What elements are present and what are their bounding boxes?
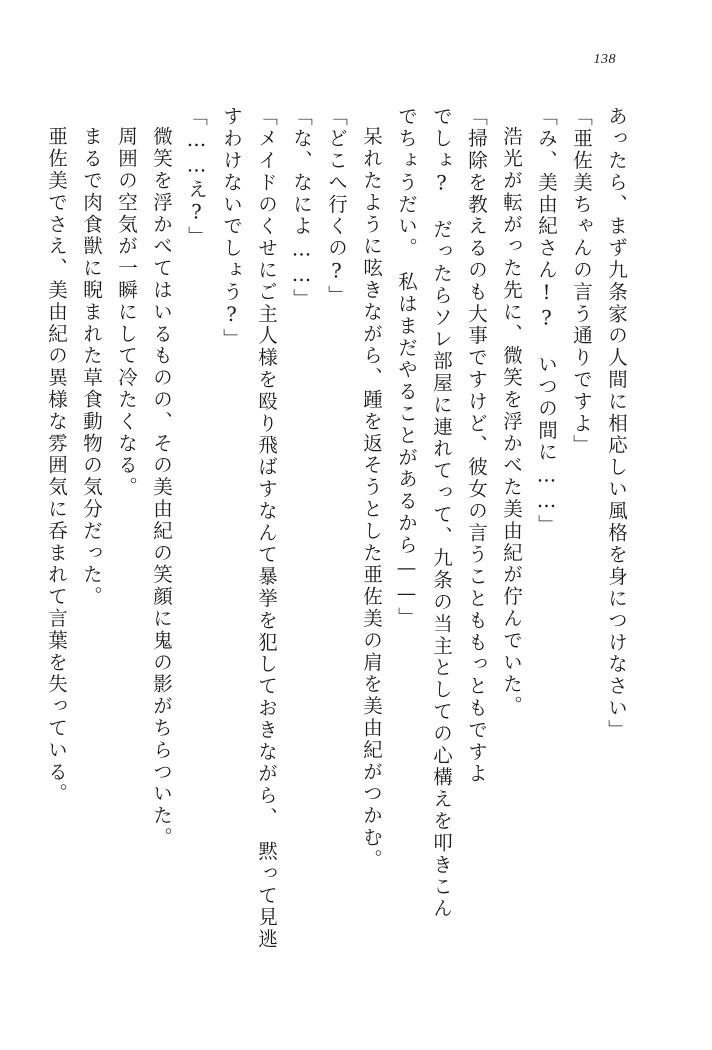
page-number: 138 [593, 52, 616, 67]
text-line: 「……え?」 [185, 106, 208, 248]
text-line: 「亜佐美ちゃんの言う通りですよ」 [570, 106, 593, 457]
text-line: 「み、美由紀さん!? いつの間に……」 [535, 106, 558, 537]
text-line: 浩光が転がった先に、微笑を浮かべた美由紀が佇んでいた。 [500, 126, 523, 718]
text-line: 呆れたように呟きながら、踵を返そうとした亜佐美の肩を美由紀がつかむ。 [360, 126, 383, 871]
text-line: でしょ? だったらソレ部屋に連れてって、九条の当主としての心構えを叩きこん [430, 106, 453, 920]
text-line: 周囲の空気が一瞬にして冷たくなる。 [115, 126, 138, 499]
text-line: 亜佐美でさえ、美由紀の異様な雰囲気に呑まれて言葉を失っている。 [45, 126, 68, 805]
text-line: すわけないでしょう?」 [220, 106, 243, 351]
text-line: 微笑を浮かべてはいるものの、その美由紀の笑顔に鬼の影がちらついた。 [150, 126, 173, 849]
vertical-text-block [45, 106, 628, 951]
text-line: 「メイドのくせにご主人様を殴り飛ばすなんて暴挙を犯しておきながら、 黙って見逃 [255, 106, 278, 951]
text-line: 「な、なによ……」 [290, 106, 313, 311]
text-line: でちょうだい。 私はまだやることがあるから——」 [395, 106, 418, 629]
text-line: まるで肉食獣に睨まれた草食動物の気分だった。 [80, 126, 103, 608]
text-line: あったら、まず九条家の人間に相応しい風格を身につけなさい」 [605, 106, 628, 742]
text-line: 「掃除を教えるのも大事ですけど、彼女の言うことももっともですよ [465, 106, 488, 785]
text-line: 「どこへ行くの?」 [325, 106, 348, 307]
